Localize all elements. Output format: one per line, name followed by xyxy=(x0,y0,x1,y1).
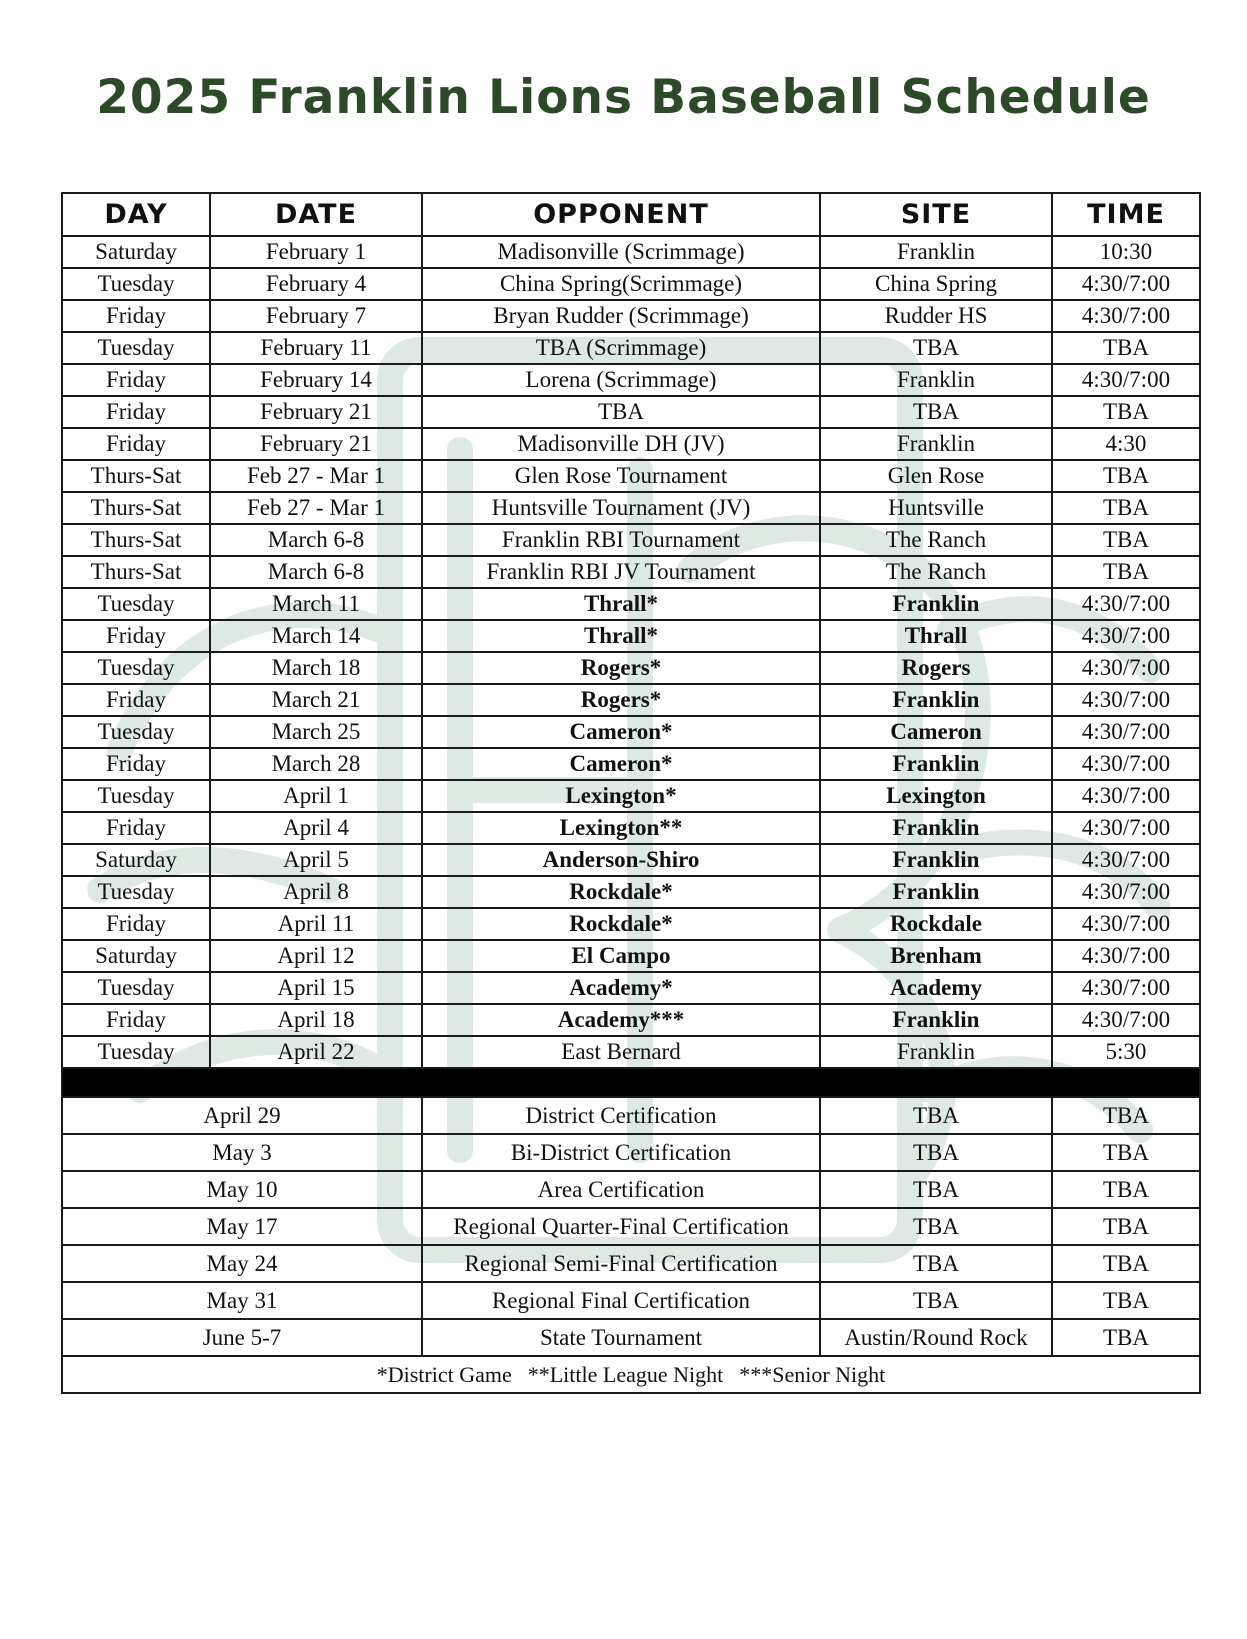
game-day-cell: Friday xyxy=(62,748,210,780)
game-date-cell: April 12 xyxy=(210,940,422,972)
game-row xyxy=(62,812,1200,844)
game-site-cell: Franklin xyxy=(820,748,1052,780)
game-row xyxy=(62,268,1200,300)
game-opponent-cell: Rockdale* xyxy=(422,876,820,908)
playoff-event-cell: Regional Final Certification xyxy=(422,1282,820,1319)
game-site-cell: TBA xyxy=(820,396,1052,428)
game-row xyxy=(62,844,1200,876)
game-date-cell: March 28 xyxy=(210,748,422,780)
game-date-cell: April 1 xyxy=(210,780,422,812)
playoff-site-cell: Austin/Round Rock xyxy=(820,1319,1052,1356)
game-opponent-cell: Anderson-Shiro xyxy=(422,844,820,876)
game-date-cell: April 18 xyxy=(210,1004,422,1036)
game-site-cell: Franklin xyxy=(820,684,1052,716)
game-day-cell: Saturday xyxy=(62,940,210,972)
game-time-cell: 4:30/7:00 xyxy=(1052,812,1200,844)
playoff-event-cell: Regional Semi-Final Certification xyxy=(422,1245,820,1282)
page-title: 2025 Franklin Lions Baseball Schedule xyxy=(96,70,1151,125)
game-day-cell: Tuesday xyxy=(62,876,210,908)
header-site: SITE xyxy=(820,193,1052,236)
game-date-cell: April 5 xyxy=(210,844,422,876)
game-opponent-cell: El Campo xyxy=(422,940,820,972)
playoff-time-cell: TBA xyxy=(1052,1319,1200,1356)
header-day: DAY xyxy=(62,193,210,236)
game-site-cell: The Ranch xyxy=(820,556,1052,588)
game-row xyxy=(62,908,1200,940)
game-row xyxy=(62,332,1200,364)
game-date-cell: April 15 xyxy=(210,972,422,1004)
playoff-row xyxy=(62,1208,1200,1245)
game-opponent-cell: East Bernard xyxy=(422,1036,820,1068)
game-opponent-cell: TBA xyxy=(422,396,820,428)
game-opponent-cell: Thrall* xyxy=(422,588,820,620)
game-opponent-cell: Madisonville (Scrimmage) xyxy=(422,236,820,268)
game-time-cell: 4:30/7:00 xyxy=(1052,1004,1200,1036)
game-date-cell: March 14 xyxy=(210,620,422,652)
playoff-event-cell: Regional Quarter-Final Certification xyxy=(422,1208,820,1245)
game-day-cell: Friday xyxy=(62,812,210,844)
section-divider-bar xyxy=(62,1068,1200,1097)
game-row xyxy=(62,524,1200,556)
legend-item: **Little League Night xyxy=(527,1361,724,1387)
game-date-cell: March 11 xyxy=(210,588,422,620)
game-day-cell: Tuesday xyxy=(62,1036,210,1068)
game-date-cell: February 4 xyxy=(210,268,422,300)
playoff-event-cell: Area Certification xyxy=(422,1171,820,1208)
game-site-cell: TBA xyxy=(820,332,1052,364)
playoff-event-cell: State Tournament xyxy=(422,1319,820,1356)
game-time-cell: 4:30/7:00 xyxy=(1052,940,1200,972)
game-day-cell: Saturday xyxy=(62,236,210,268)
playoff-date-cell: May 17 xyxy=(62,1208,422,1245)
game-site-cell: Franklin xyxy=(820,428,1052,460)
game-time-cell: 4:30/7:00 xyxy=(1052,780,1200,812)
playoff-row xyxy=(62,1134,1200,1171)
game-opponent-cell: Thrall* xyxy=(422,620,820,652)
game-site-cell: Franklin xyxy=(820,1004,1052,1036)
game-day-cell: Friday xyxy=(62,1004,210,1036)
game-row xyxy=(62,556,1200,588)
legend-row xyxy=(62,1356,1200,1393)
game-day-cell: Thurs-Sat xyxy=(62,492,210,524)
game-site-cell: Franklin xyxy=(820,876,1052,908)
game-row xyxy=(62,940,1200,972)
game-day-cell: Friday xyxy=(62,364,210,396)
game-time-cell: 4:30/7:00 xyxy=(1052,684,1200,716)
game-day-cell: Thurs-Sat xyxy=(62,524,210,556)
game-time-cell: 4:30/7:00 xyxy=(1052,844,1200,876)
legend-item: *District Game xyxy=(376,1361,512,1387)
playoff-row xyxy=(62,1097,1200,1134)
game-opponent-cell: Cameron* xyxy=(422,748,820,780)
game-site-cell: Franklin xyxy=(820,236,1052,268)
game-row xyxy=(62,364,1200,396)
game-site-cell: Academy xyxy=(820,972,1052,1004)
game-site-cell: Franklin xyxy=(820,364,1052,396)
game-opponent-cell: Madisonville DH (JV) xyxy=(422,428,820,460)
game-day-cell: Tuesday xyxy=(62,716,210,748)
playoff-date-cell: April 29 xyxy=(62,1097,422,1134)
game-site-cell: Franklin xyxy=(820,812,1052,844)
game-day-cell: Friday xyxy=(62,620,210,652)
game-time-cell: 4:30/7:00 xyxy=(1052,300,1200,332)
playoff-event-cell: District Certification xyxy=(422,1097,820,1134)
header-row xyxy=(62,193,1200,236)
game-time-cell: TBA xyxy=(1052,332,1200,364)
game-site-cell: Rockdale xyxy=(820,908,1052,940)
game-row xyxy=(62,716,1200,748)
game-time-cell: 4:30/7:00 xyxy=(1052,748,1200,780)
game-time-cell: TBA xyxy=(1052,556,1200,588)
playoff-date-cell: May 31 xyxy=(62,1282,422,1319)
game-site-cell: Thrall xyxy=(820,620,1052,652)
game-date-cell: April 11 xyxy=(210,908,422,940)
game-day-cell: Thurs-Sat xyxy=(62,556,210,588)
games-body xyxy=(62,236,1200,1068)
game-time-cell: TBA xyxy=(1052,396,1200,428)
playoff-row xyxy=(62,1171,1200,1208)
game-opponent-cell: Academy*** xyxy=(422,1004,820,1036)
game-time-cell: 4:30/7:00 xyxy=(1052,908,1200,940)
game-date-cell: March 21 xyxy=(210,684,422,716)
playoff-site-cell: TBA xyxy=(820,1097,1052,1134)
game-time-cell: TBA xyxy=(1052,524,1200,556)
game-day-cell: Friday xyxy=(62,396,210,428)
game-site-cell: China Spring xyxy=(820,268,1052,300)
game-site-cell: Rogers xyxy=(820,652,1052,684)
game-row xyxy=(62,620,1200,652)
playoff-date-cell: June 5-7 xyxy=(62,1319,422,1356)
game-site-cell: The Ranch xyxy=(820,524,1052,556)
game-time-cell: 4:30/7:00 xyxy=(1052,620,1200,652)
playoff-row xyxy=(62,1319,1200,1356)
game-date-cell: February 11 xyxy=(210,332,422,364)
game-row xyxy=(62,588,1200,620)
game-row xyxy=(62,684,1200,716)
game-site-cell: Franklin xyxy=(820,1036,1052,1068)
game-time-cell: 4:30/7:00 xyxy=(1052,972,1200,1004)
game-site-cell: Brenham xyxy=(820,940,1052,972)
playoff-time-cell: TBA xyxy=(1052,1097,1200,1134)
game-day-cell: Friday xyxy=(62,300,210,332)
game-date-cell: February 1 xyxy=(210,236,422,268)
game-site-cell: Cameron xyxy=(820,716,1052,748)
game-date-cell: April 4 xyxy=(210,812,422,844)
game-day-cell: Friday xyxy=(62,428,210,460)
game-day-cell: Tuesday xyxy=(62,652,210,684)
game-time-cell: 4:30/7:00 xyxy=(1052,268,1200,300)
game-opponent-cell: Huntsville Tournament (JV) xyxy=(422,492,820,524)
schedule-table xyxy=(61,192,1201,1394)
game-day-cell: Tuesday xyxy=(62,588,210,620)
game-day-cell: Tuesday xyxy=(62,972,210,1004)
playoff-row xyxy=(62,1245,1200,1282)
game-time-cell: 10:30 xyxy=(1052,236,1200,268)
game-time-cell: 4:30/7:00 xyxy=(1052,716,1200,748)
game-day-cell: Friday xyxy=(62,908,210,940)
game-opponent-cell: Lexington* xyxy=(422,780,820,812)
game-day-cell: Thurs-Sat xyxy=(62,460,210,492)
playoff-row xyxy=(62,1282,1200,1319)
game-opponent-cell: Lorena (Scrimmage) xyxy=(422,364,820,396)
game-row xyxy=(62,236,1200,268)
game-date-cell: February 21 xyxy=(210,428,422,460)
playoff-time-cell: TBA xyxy=(1052,1171,1200,1208)
game-date-cell: March 25 xyxy=(210,716,422,748)
game-row xyxy=(62,428,1200,460)
game-date-cell: February 21 xyxy=(210,396,422,428)
playoff-site-cell: TBA xyxy=(820,1208,1052,1245)
game-day-cell: Friday xyxy=(62,684,210,716)
header-date: DATE xyxy=(210,193,422,236)
game-opponent-cell: TBA (Scrimmage) xyxy=(422,332,820,364)
game-date-cell: February 7 xyxy=(210,300,422,332)
game-time-cell: 4:30 xyxy=(1052,428,1200,460)
game-date-cell: March 18 xyxy=(210,652,422,684)
game-day-cell: Saturday xyxy=(62,844,210,876)
game-date-cell: March 6-8 xyxy=(210,556,422,588)
game-opponent-cell: Bryan Rudder (Scrimmage) xyxy=(422,300,820,332)
game-date-cell: April 22 xyxy=(210,1036,422,1068)
game-day-cell: Tuesday xyxy=(62,780,210,812)
game-site-cell: Franklin xyxy=(820,844,1052,876)
game-time-cell: 4:30/7:00 xyxy=(1052,364,1200,396)
game-date-cell: Feb 27 - Mar 1 xyxy=(210,460,422,492)
game-opponent-cell: Rogers* xyxy=(422,652,820,684)
legend-item: ***Senior Night xyxy=(739,1361,886,1387)
game-row xyxy=(62,748,1200,780)
section-divider xyxy=(62,1068,1200,1097)
game-time-cell: 4:30/7:00 xyxy=(1052,876,1200,908)
game-opponent-cell: Franklin RBI Tournament xyxy=(422,524,820,556)
playoff-time-cell: TBA xyxy=(1052,1134,1200,1171)
game-date-cell: April 8 xyxy=(210,876,422,908)
header-opponent: OPPONENT xyxy=(422,193,820,236)
game-time-cell: 4:30/7:00 xyxy=(1052,652,1200,684)
game-site-cell: Franklin xyxy=(820,588,1052,620)
game-time-cell: TBA xyxy=(1052,460,1200,492)
game-site-cell: Glen Rose xyxy=(820,460,1052,492)
playoff-site-cell: TBA xyxy=(820,1245,1052,1282)
game-row xyxy=(62,1036,1200,1068)
game-site-cell: Rudder HS xyxy=(820,300,1052,332)
playoff-date-cell: May 3 xyxy=(62,1134,422,1171)
playoff-time-cell: TBA xyxy=(1052,1245,1200,1282)
playoff-event-cell: Bi-District Certification xyxy=(422,1134,820,1171)
game-row xyxy=(62,492,1200,524)
game-date-cell: February 14 xyxy=(210,364,422,396)
game-row xyxy=(62,652,1200,684)
game-time-cell: 5:30 xyxy=(1052,1036,1200,1068)
game-opponent-cell: Franklin RBI JV Tournament xyxy=(422,556,820,588)
game-time-cell: 4:30/7:00 xyxy=(1052,588,1200,620)
game-date-cell: March 6-8 xyxy=(210,524,422,556)
playoff-date-cell: May 10 xyxy=(62,1171,422,1208)
game-row xyxy=(62,396,1200,428)
game-row xyxy=(62,300,1200,332)
playoff-time-cell: TBA xyxy=(1052,1282,1200,1319)
game-date-cell: Feb 27 - Mar 1 xyxy=(210,492,422,524)
game-opponent-cell: Rogers* xyxy=(422,684,820,716)
game-opponent-cell: Rockdale* xyxy=(422,908,820,940)
header-time: TIME xyxy=(1052,193,1200,236)
playoff-date-cell: May 24 xyxy=(62,1245,422,1282)
game-opponent-cell: Cameron* xyxy=(422,716,820,748)
game-row xyxy=(62,780,1200,812)
game-time-cell: TBA xyxy=(1052,492,1200,524)
playoff-site-cell: TBA xyxy=(820,1171,1052,1208)
game-day-cell: Tuesday xyxy=(62,268,210,300)
game-day-cell: Tuesday xyxy=(62,332,210,364)
playoff-site-cell: TBA xyxy=(820,1282,1052,1319)
game-row xyxy=(62,460,1200,492)
game-site-cell: Huntsville xyxy=(820,492,1052,524)
game-opponent-cell: Lexington** xyxy=(422,812,820,844)
game-opponent-cell: China Spring(Scrimmage) xyxy=(422,268,820,300)
game-opponent-cell: Academy* xyxy=(422,972,820,1004)
game-site-cell: Lexington xyxy=(820,780,1052,812)
legend-cell xyxy=(62,1356,1200,1393)
playoff-time-cell: TBA xyxy=(1052,1208,1200,1245)
game-row xyxy=(62,972,1200,1004)
game-row xyxy=(62,1004,1200,1036)
playoffs-body xyxy=(62,1068,1200,1393)
game-opponent-cell: Glen Rose Tournament xyxy=(422,460,820,492)
game-row xyxy=(62,876,1200,908)
playoff-site-cell: TBA xyxy=(820,1134,1052,1171)
